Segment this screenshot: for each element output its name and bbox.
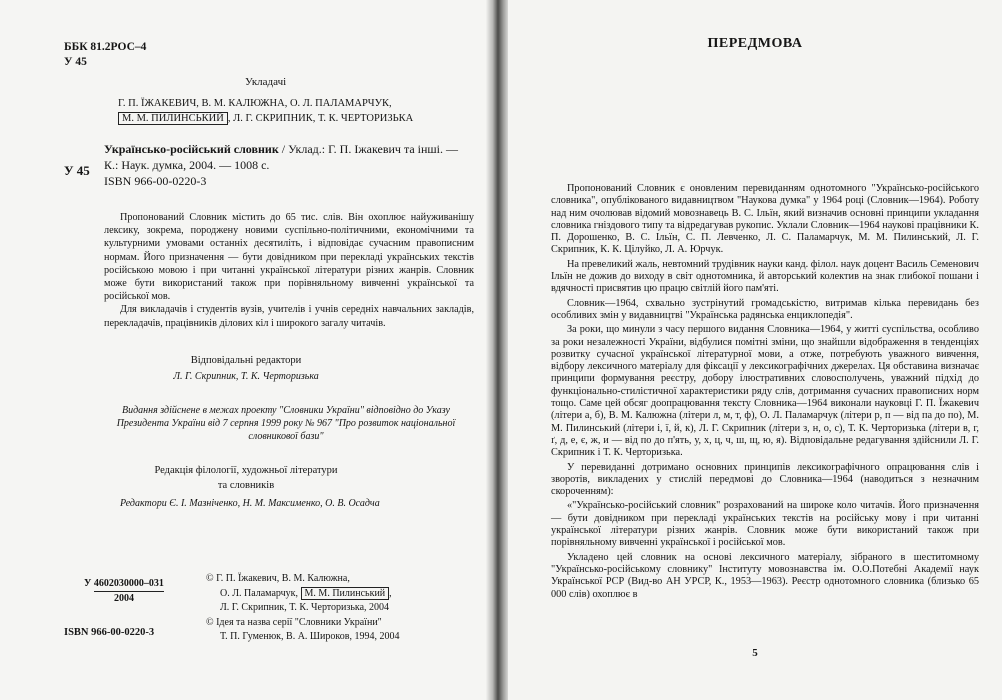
copyright-text: © Ідея та назва серії "Словники України" [206,616,382,628]
copyright-line [206,616,399,631]
copyright-line [206,587,399,602]
copyright-block [206,572,399,645]
copyright-text: Л. Г. Скрипник, Т. К. Черторизька, 2004 [220,602,390,614]
bibliographic-title: Українсько-російський словник [104,142,279,156]
publication-code [84,577,164,606]
book-gutter [486,0,510,700]
page-number: 5 [752,647,758,659]
preface-paragraph: За роки, що минули з часу першого видання Словника—1964, у житті суспільства, особливо за роки незалежності України, відбулися помітні зміни, що знайшли відображення в тенденціях розвитку сучасної української літературної мови, а отже, потребують уважного вивчення, відбору лексичного матеріалу для фіксації у лексикографічних джерелах. Ця обставина визначає принципи формування реєстру, добору ілюстративних словосполучень, уважний підхід до функціонально-стилістичної характеристики ряду слів, дотримання сучасних правописних норм тощо. Саме цей обсяг доопрацювання тексту Словника—1964 виконали науковці Г. П. Їжакевич (літери а, б), В. М. Калюжна (літери л, м, т, ф), О. Л. Паламарчук (літери р, п — від па до по), М. М. Пилинський (літери і, ї, й, к), Л. Г. Скрипник (літери з, н, о, с), Т. К. Черторизька (літери в, г, ґ, д, е, є, ж, и — від по до п'ять, у, х, ц, ч, ш, щ, ю, я). Відповідальне редагування здійснили Л. Г. Скрипник і Т. К. Черторизька. [551,324,979,459]
edition-note: Видання здійснене в межах проекту "Словники України" відповідно до Указу Президента України від 7 серпня 1999 року № 967 "Про розвиток національної словникової бази" [116,405,456,442]
compilers-label: Укладачі [245,76,287,88]
code-prefix: У [84,578,92,589]
copyright-line [206,572,399,587]
right-page [508,0,1002,700]
bibliographic-details: / Уклад.: Г. П. Іжакевич та інші. — К.: Наук. думка, 2004. — 1008 с. [104,142,458,172]
authors-line-2: М. М. ПИЛИНСЬКИЙ , Л. Г. СКРИПНИК, Т. К. ЧЕРТОРИЗЬКА [118,111,478,126]
bbk-code: ББК 81.2РОС–4 [64,41,147,53]
annotation-paragraph: Пропонований Словник містить до 65 тис. слів. Він охоплює найуживанішу лексику, зокрема, породжену новими суспільно-політичними, економічними та культурними умовами останніх десятиліть, і відповідає сучасним правописним нормам. Його призначення — бути довідником при перекладі українських текстів російською мовою і при читанні української літератури різних жанрів. Словник може бути використаний також при порівняльному вивченні української та російської мов. [104,212,474,303]
annotation [104,211,474,330]
responsible-editors-names: Л. Г. Скрипник, Т. К. Черторизька [173,371,319,382]
preface-paragraph: На превеликий жаль, невтомний трудівник науки канд. філол. наук доцент Василь Семенович Ільїн не дожив до виходу в світ однотомника, й авторський колектив на знак глибокої пошани і вдячності присвятив цю працю світлій його пам'яті. [551,258,979,295]
editorial-department [0,463,492,493]
copyright-line [206,630,399,645]
author-names: Л. Г. СКРИПНИК, Т. К. ЧЕРТОРИЗЬКА [233,113,414,124]
authors-list [118,96,478,126]
copyright-boxed-name: М. М. Пилинський [301,587,390,600]
bibliographic-isbn: ISBN 966-00-0220-3 [104,174,207,188]
preface-body [551,183,979,603]
copyright-text: О. Л. Паламарчук, [220,587,301,599]
bibliographic-record [104,141,474,189]
author-names: Г. П. ЇЖАКЕВИЧ, В. М. КАЛЮЖНА, О. Л. ПАЛАМАРЧУК, [118,98,392,109]
isbn-bottom: ISBN 966-00-0220-3 [64,627,155,638]
bbk-index: У 45 [64,56,87,68]
code-number: 4602030000–031 [94,577,164,592]
copyright-text: , [389,587,392,599]
annotation-paragraph: Для викладачів і студентів вузів, учителів і учнів середніх навчальних закладів, перекладачів, працівників ділових кіл і широкого загалу читачів. [104,304,474,329]
copyright-text: © Г. П. Їжакевич, В. М. Калюжна, [206,573,350,584]
preface-paragraph: У перевиданні дотримано основних принципів лексикографічного опрацювання слів і зворотів, викладених у стислій передмові до Словника—1964 (наводиться з незначним скороченням): [551,461,979,498]
department-line: та словників [217,480,275,491]
copyright-text: Т. П. Гуменюк, В. А. Широков, 1994, 2004 [220,631,400,643]
responsible-editors-heading: Відповідальні редактори [190,355,302,366]
left-page [0,0,492,700]
editors-line: Редактори Є. І. Мазніченко, Н. М. Максименко, О. В. Осадча [120,498,380,509]
authors-line-1 [118,96,478,111]
department-line: Редакція філології, художньої літератури [154,465,338,476]
preface-paragraph: Укладено цей словник на основі лексичного матеріалу, зібраного в шеститомному "Українсько-російському словнику" Інституту мовознавства ім. О.О.Потебні Академії наук Української РСР (Вид-во АН УРСР, К., 1953—1963). Реєстр однотомного словника (близько 65 000 слів) охоплює в [551,551,979,600]
code-year: 2004 [114,593,134,604]
call-mark: У 45 [64,163,90,178]
preface-paragraph: «"Українсько-російський словник" розрахований на широке коло читачів. Його призначення — бути довідником при перекладі українських текстів на російську мову і при читанні української літератури різних жанрів. Словник може бути використаний також при порівняльному вивченні української і російської мов. [551,500,979,549]
author-boxed-name: М. М. ПИЛИНСЬКИЙ [118,112,228,125]
preface-title: ПЕРЕДМОВА [707,36,803,51]
copyright-line [206,601,399,616]
preface-paragraph: Пропонований Словник є оновленим перевиданням однотомного "Українсько-російського словника", опублікованого видавництвом "Наукова думка" у 1964 році (Словник—1964). Роботу над ним очолював відомий мовознавець В. С. Ільїн, який визначив основні принципи укладання словника гніздового типу та відредагував рукопис. Уклали Словник—1964 наукові працівники К. П. Дорошенко, В. С. Ільїн, С. П. Левченко, Л. С. Паламарчук, М. М. Пилинський, Л. Г. Скрипник, К. К. Цілуйко, Л. А. Юрчук. [551,183,979,256]
bbk-code-block [64,40,146,70]
preface-paragraph: Словник—1964, схвально зустрінутий громадськістю, витримав кілька перевидань без особливих змін у видавництві "Українська радянська енциклопедія". [551,297,979,321]
